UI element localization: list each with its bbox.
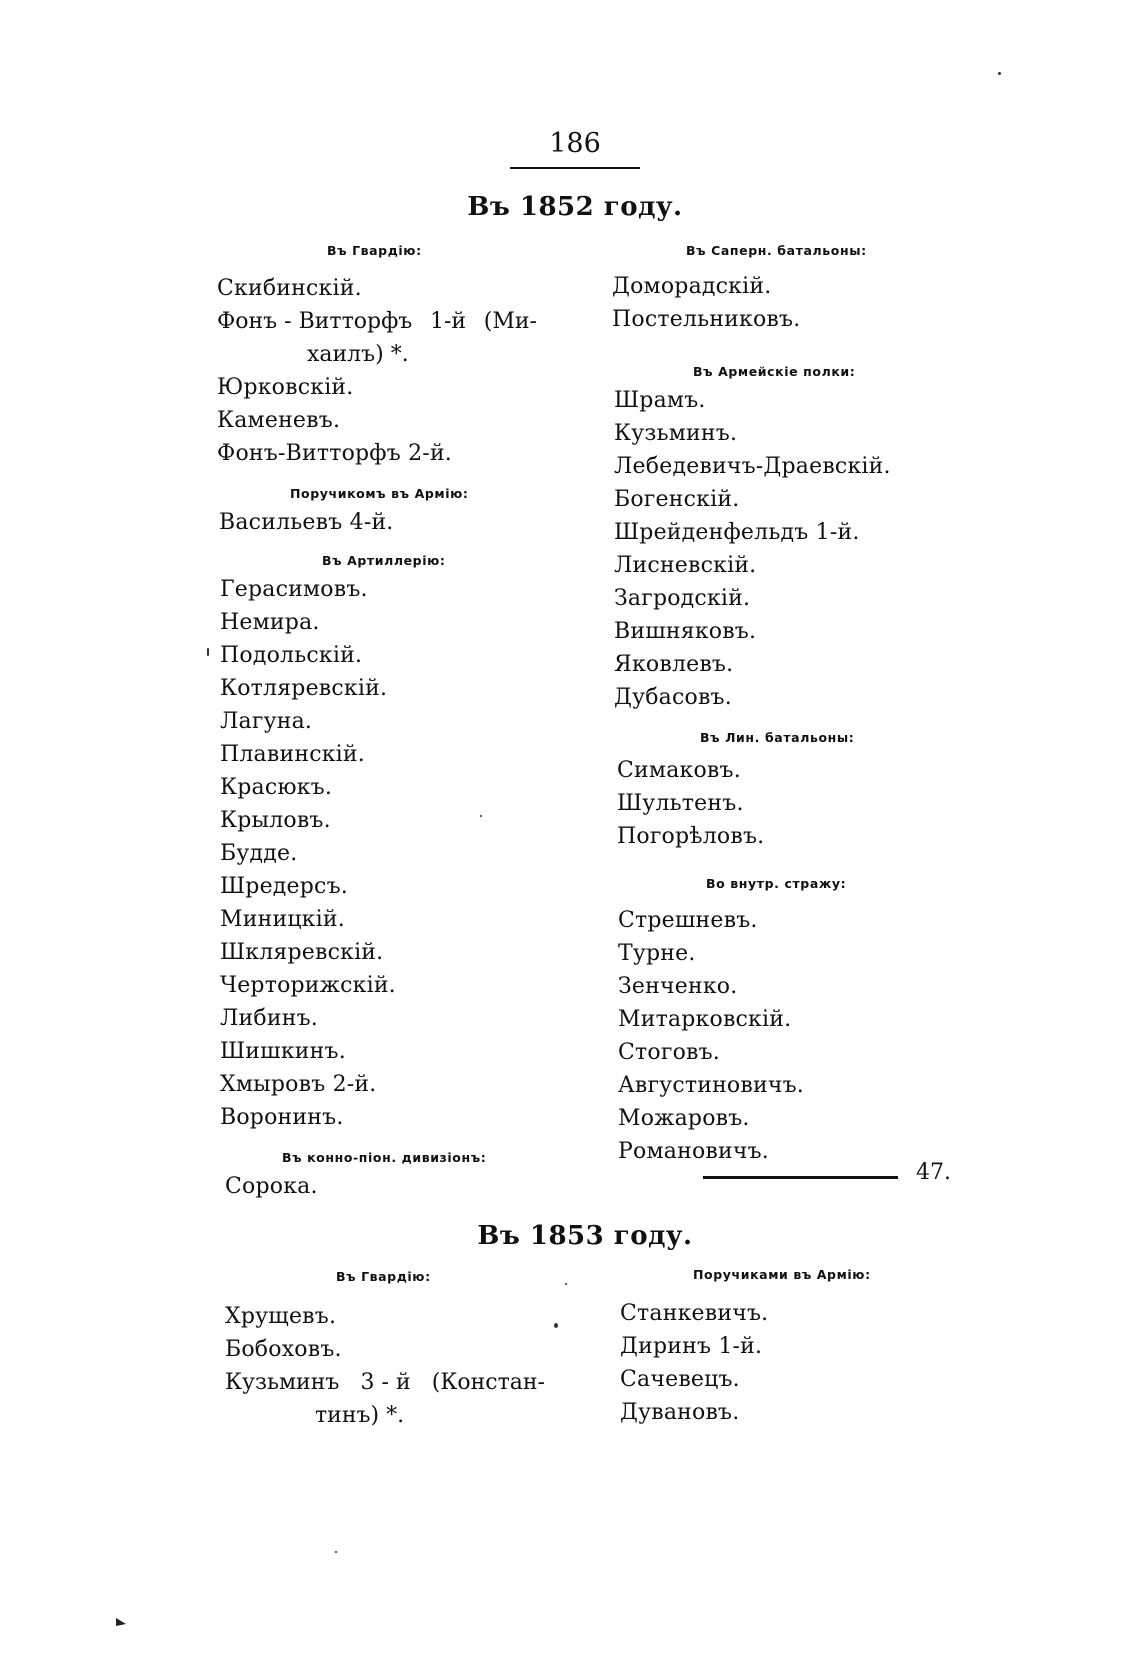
list-item: Августиновичъ. <box>618 1073 804 1098</box>
entry-name: Фонъ - Витторфъ <box>217 309 413 334</box>
list-item: Подольскій. <box>220 643 363 668</box>
list-item: Юрковскій. <box>217 375 354 400</box>
list-item: Станкевичъ. <box>620 1301 769 1326</box>
scan-mark-icon <box>116 1618 126 1626</box>
entry-rank: 1-й <box>430 309 467 334</box>
section-label-internal-guard: Во внутр. стражу: <box>706 876 847 891</box>
section-label-lieutenants-1853: Поручиками въ Армію: <box>693 1267 871 1282</box>
list-item: Воронинъ. <box>220 1105 344 1130</box>
guard-list-1852 <box>217 272 537 470</box>
list-item: Погорѣловъ. <box>617 824 765 849</box>
artillery-list-1852 <box>220 573 396 1134</box>
list-item: Яковлевъ. <box>614 652 734 677</box>
section-label-horse-pioneer: Въ конно-піон. дивизіонъ: <box>282 1150 487 1165</box>
entry-continuation: хаилъ) *. <box>307 342 409 367</box>
army-list-1852 <box>614 384 891 714</box>
scan-speck <box>335 1551 337 1553</box>
list-item: Черторижскій. <box>220 973 396 998</box>
section-label-artillery: Въ Артиллерію: <box>322 553 446 568</box>
scan-speck <box>207 648 209 656</box>
list-item: Хмыровъ 2-й. <box>220 1072 377 1097</box>
list-item: Шрейденфельдъ 1-й. <box>614 520 860 545</box>
list-item: Плавинскій. <box>220 742 365 767</box>
lieutenant-list-1852 <box>219 506 394 539</box>
list-item: Дубасовъ. <box>614 685 732 710</box>
list-item: Скибинскій. <box>217 276 362 301</box>
total-count: 47. <box>916 1160 951 1185</box>
section-label-sapper: Въ Саперн. батальоны: <box>686 243 867 258</box>
entry-name: Кузьминъ <box>225 1370 340 1395</box>
list-item: Красюкъ. <box>220 775 333 800</box>
entry-paren: (Ми- <box>483 309 537 334</box>
entry-rank: 3 - й <box>360 1370 411 1395</box>
list-item: Либинъ. <box>220 1006 318 1031</box>
list-item: Герасимовъ. <box>220 577 368 602</box>
list-item: Доморадскій. <box>612 274 772 299</box>
list-item: Фонъ-Витторфъ 2-й. <box>217 441 452 466</box>
year-heading-1852: Въ 1852 году. <box>467 192 683 222</box>
list-item: Крыловъ. <box>220 808 331 833</box>
list-item: Каменевъ. <box>217 408 341 433</box>
section-label-guard: Въ Гвардію: <box>327 243 422 258</box>
year-heading-1853: Въ 1853 году. <box>477 1221 693 1251</box>
section-label-lieutenant: Поручикомъ въ Армію: <box>290 486 469 501</box>
list-item: Лебедевичъ-Драевскій. <box>614 454 891 479</box>
list-item: Бобоховъ. <box>225 1337 342 1362</box>
sapper-list-1852 <box>612 270 800 336</box>
scan-speck <box>998 72 1001 75</box>
page-number: 186 <box>549 128 601 159</box>
list-item: Шишкинъ. <box>220 1039 346 1064</box>
list-item: Зенченко. <box>618 974 738 999</box>
list-item: Котляревскій. <box>220 676 388 701</box>
list-item: Богенскій. <box>614 487 740 512</box>
scan-speck <box>554 1323 558 1328</box>
list-item: Стоговъ. <box>618 1040 720 1065</box>
list-item: Загродскій. <box>614 586 751 611</box>
entry-paren: (Констан- <box>431 1370 545 1395</box>
section-label-guard-1853: Въ Гвардію: <box>336 1269 431 1284</box>
list-item: Будде. <box>220 841 298 866</box>
list-item: Симаковъ. <box>617 758 741 783</box>
list-item: Сорока. <box>225 1174 318 1199</box>
scan-speck <box>565 1283 567 1285</box>
list-item: Митарковскій. <box>618 1007 792 1032</box>
section-label-line-battalion: Въ Лин. батальоны: <box>700 730 855 745</box>
wrapped-list-item <box>225 1366 545 1432</box>
list-item: Лагуна. <box>220 709 313 734</box>
entry-continuation: тинъ) *. <box>315 1403 405 1428</box>
list-item: Лисневскій. <box>614 553 757 578</box>
scan-speck <box>480 815 482 817</box>
list-item: Шкляревскій. <box>220 940 384 965</box>
lieutenants-list-1853 <box>620 1297 768 1429</box>
list-item: Миницкій. <box>220 907 345 932</box>
list-item: Васильевъ 4-й. <box>219 510 394 535</box>
section-label-army: Въ Армейскіе полки: <box>693 364 856 379</box>
list-item: Шредерсъ. <box>220 874 348 899</box>
horse-pioneer-list-1852 <box>225 1170 318 1203</box>
page-number-rule <box>510 167 640 169</box>
total-rule <box>703 1176 898 1179</box>
list-item: Сачевецъ. <box>620 1367 740 1392</box>
list-item: Вишняковъ. <box>614 619 757 644</box>
list-item: Дувановъ. <box>620 1400 740 1425</box>
list-item: Хрущевъ. <box>225 1304 337 1329</box>
list-item: Стрешневъ. <box>618 908 758 933</box>
line-battalion-list-1852 <box>617 754 764 853</box>
list-item: Немира. <box>220 610 320 635</box>
list-item: Можаровъ. <box>618 1106 750 1131</box>
list-item: Кузьминъ. <box>614 421 738 446</box>
list-item: Турне. <box>618 941 696 966</box>
list-item: Шрамъ. <box>614 388 706 413</box>
list-item: Романовичъ. <box>618 1139 769 1164</box>
list-item: Диринъ 1-й. <box>620 1334 763 1359</box>
list-item: Шультенъ. <box>617 791 744 816</box>
list-item: Постельниковъ. <box>612 307 801 332</box>
guard-list-1853 <box>225 1300 545 1432</box>
internal-guard-list-1852 <box>618 904 804 1168</box>
wrapped-list-item <box>217 305 537 371</box>
